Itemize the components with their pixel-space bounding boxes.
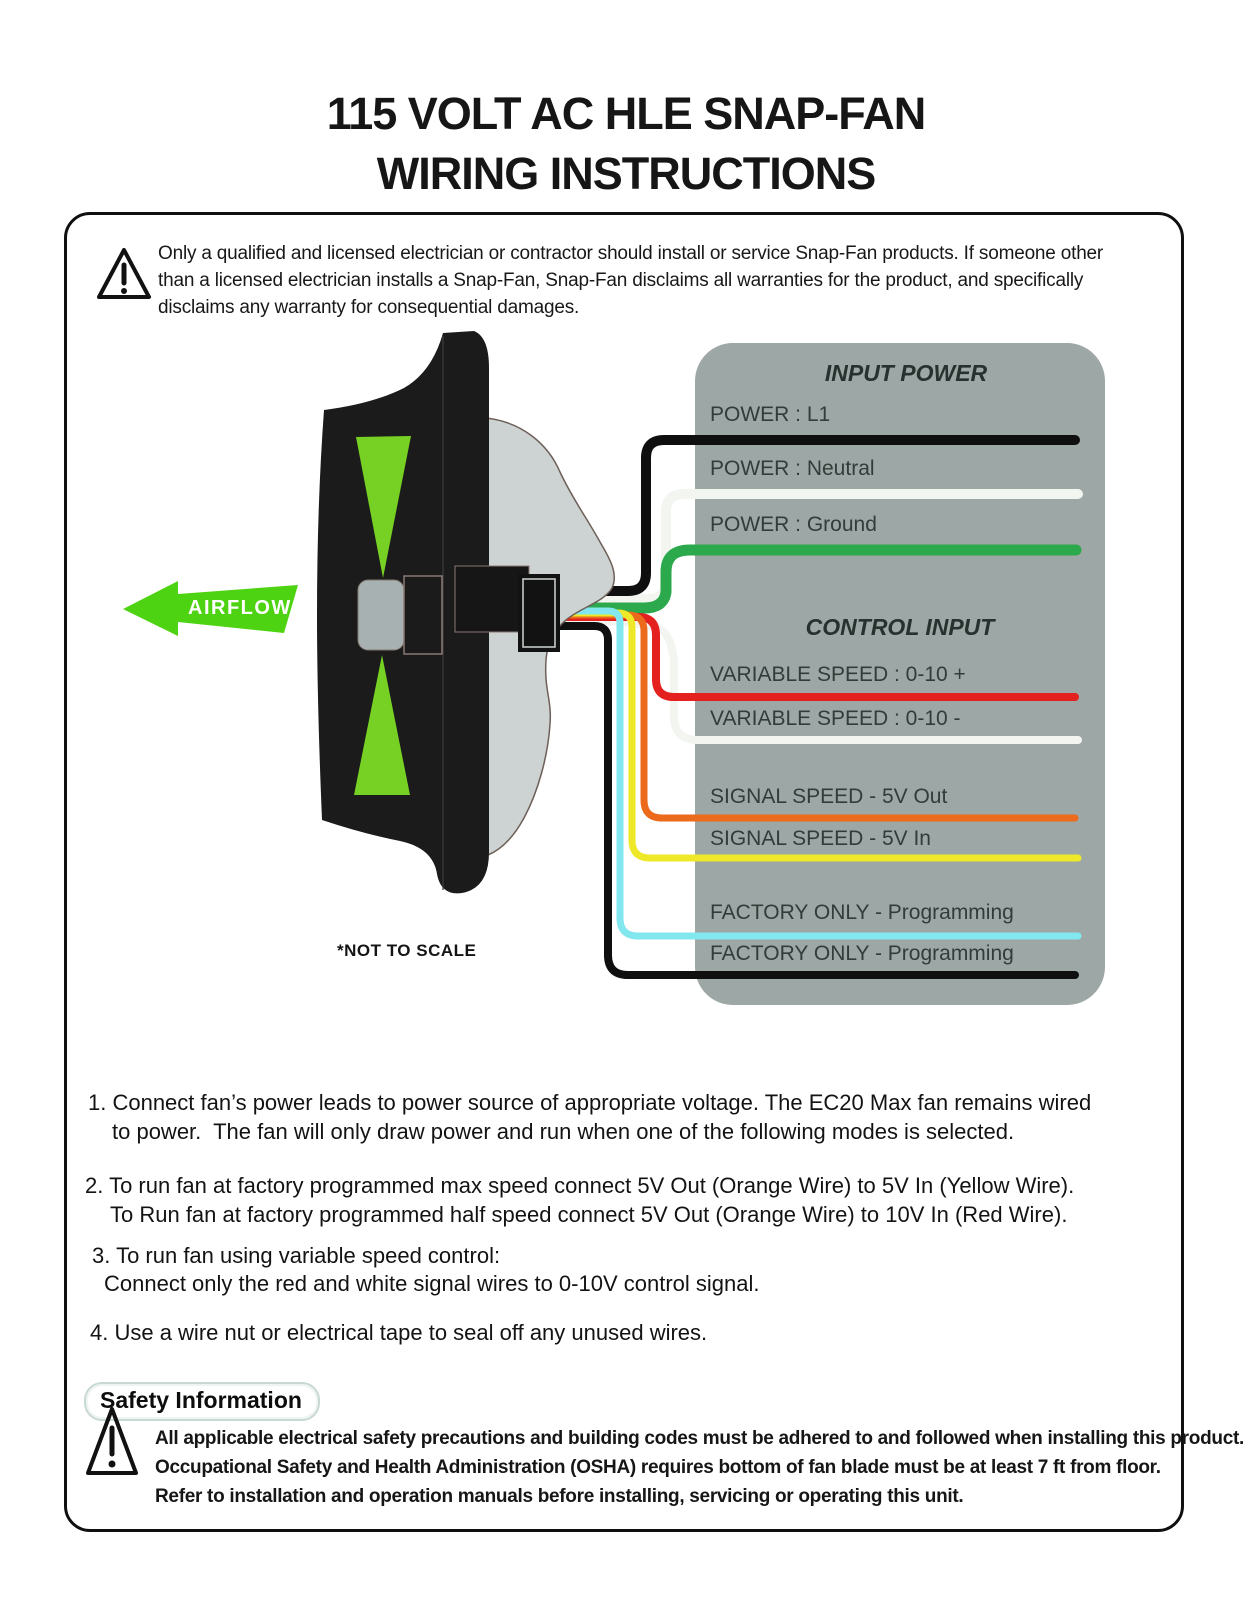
wire-label-vs-plus: VARIABLE SPEED : 0-10 +	[710, 663, 966, 686]
instruction-3-line-2: Connect only the red and white signal wires to 0-10V control signal.	[104, 1271, 760, 1296]
instruction-1-line-2: to power. The fan will only draw power and run when one of the following modes is selected.	[112, 1119, 1015, 1144]
wire-label-signal-out: SIGNAL SPEED - 5V Out	[710, 785, 948, 808]
not-to-scale-note: *NOT TO SCALE	[337, 941, 477, 960]
warning-line: Only a qualified and licensed electrician or contractor should install or service Snap-Fan products. If someone other	[158, 243, 1104, 264]
wire-connector	[518, 574, 560, 652]
page-title-line2: WIRING INSTRUCTIONS	[376, 148, 876, 199]
wire-label-power-l1: POWER : L1	[710, 403, 831, 426]
safety-warning-triangle-icon	[84, 1404, 140, 1478]
warning-line: than a licensed electrician installs a Snap-Fan, Snap-Fan disclaims all warranties for the product, and specifically	[158, 270, 1084, 291]
safety-line-3: Refer to installation and operation manuals before installing, servicing or operating this unit.	[155, 1486, 964, 1507]
wire-label-programming-2: FACTORY ONLY - Programming	[710, 942, 1014, 965]
wire-label-power-ground: POWER : Ground	[710, 513, 877, 536]
warning-triangle-icon	[95, 246, 153, 302]
instruction-4-line-1: 4. Use a wire nut or electrical tape to seal off any unused wires.	[90, 1320, 708, 1345]
control-input-heading: CONTROL INPUT	[805, 614, 995, 640]
airflow-label: AIRFLOW	[188, 597, 292, 619]
wire-label-programming-1: FACTORY ONLY - Programming	[710, 901, 1014, 924]
page-title-line1: 115 VOLT AC HLE SNAP-FAN	[326, 88, 926, 139]
safety-heading-label: Safety Information	[100, 1387, 302, 1413]
wiring-diagram	[64, 320, 1184, 1020]
instruction-2-line-1: 2. To run fan at factory programmed max speed connect 5V Out (Orange Wire) to 5V In (Yellow Wire).	[85, 1173, 1075, 1198]
warning-line: disclaims any warranty for consequential damages.	[158, 297, 580, 318]
input-power-heading: INPUT POWER	[824, 360, 988, 386]
wire-label-signal-in: SIGNAL SPEED - 5V In	[710, 827, 931, 850]
instruction-1-line-1: 1. Connect fan’s power leads to power source of appropriate voltage. The EC20 Max fan remains wired	[88, 1090, 1092, 1115]
electrician-warning-text	[158, 240, 1178, 321]
instruction-2-line-2: To Run fan at factory programmed half speed connect 5V Out (Orange Wire) to 10V In (Red Wire).	[110, 1202, 1068, 1227]
wire-label-vs-minus: VARIABLE SPEED : 0-10 -	[710, 707, 961, 730]
safety-line-1: All applicable electrical safety precautions and building codes must be adhered to and followed when installing this product.	[155, 1428, 1244, 1449]
safety-line-2: Occupational Safety and Health Administration (OSHA) requires bottom of fan blade must be at least 7 ft from floor.	[155, 1457, 1161, 1478]
fan-hub	[358, 580, 404, 650]
instruction-3-line-1: 3. To run fan using variable speed control:	[92, 1243, 501, 1268]
wire-label-power-neutral: POWER : Neutral	[710, 457, 875, 480]
motor-mount-bar	[455, 566, 529, 632]
